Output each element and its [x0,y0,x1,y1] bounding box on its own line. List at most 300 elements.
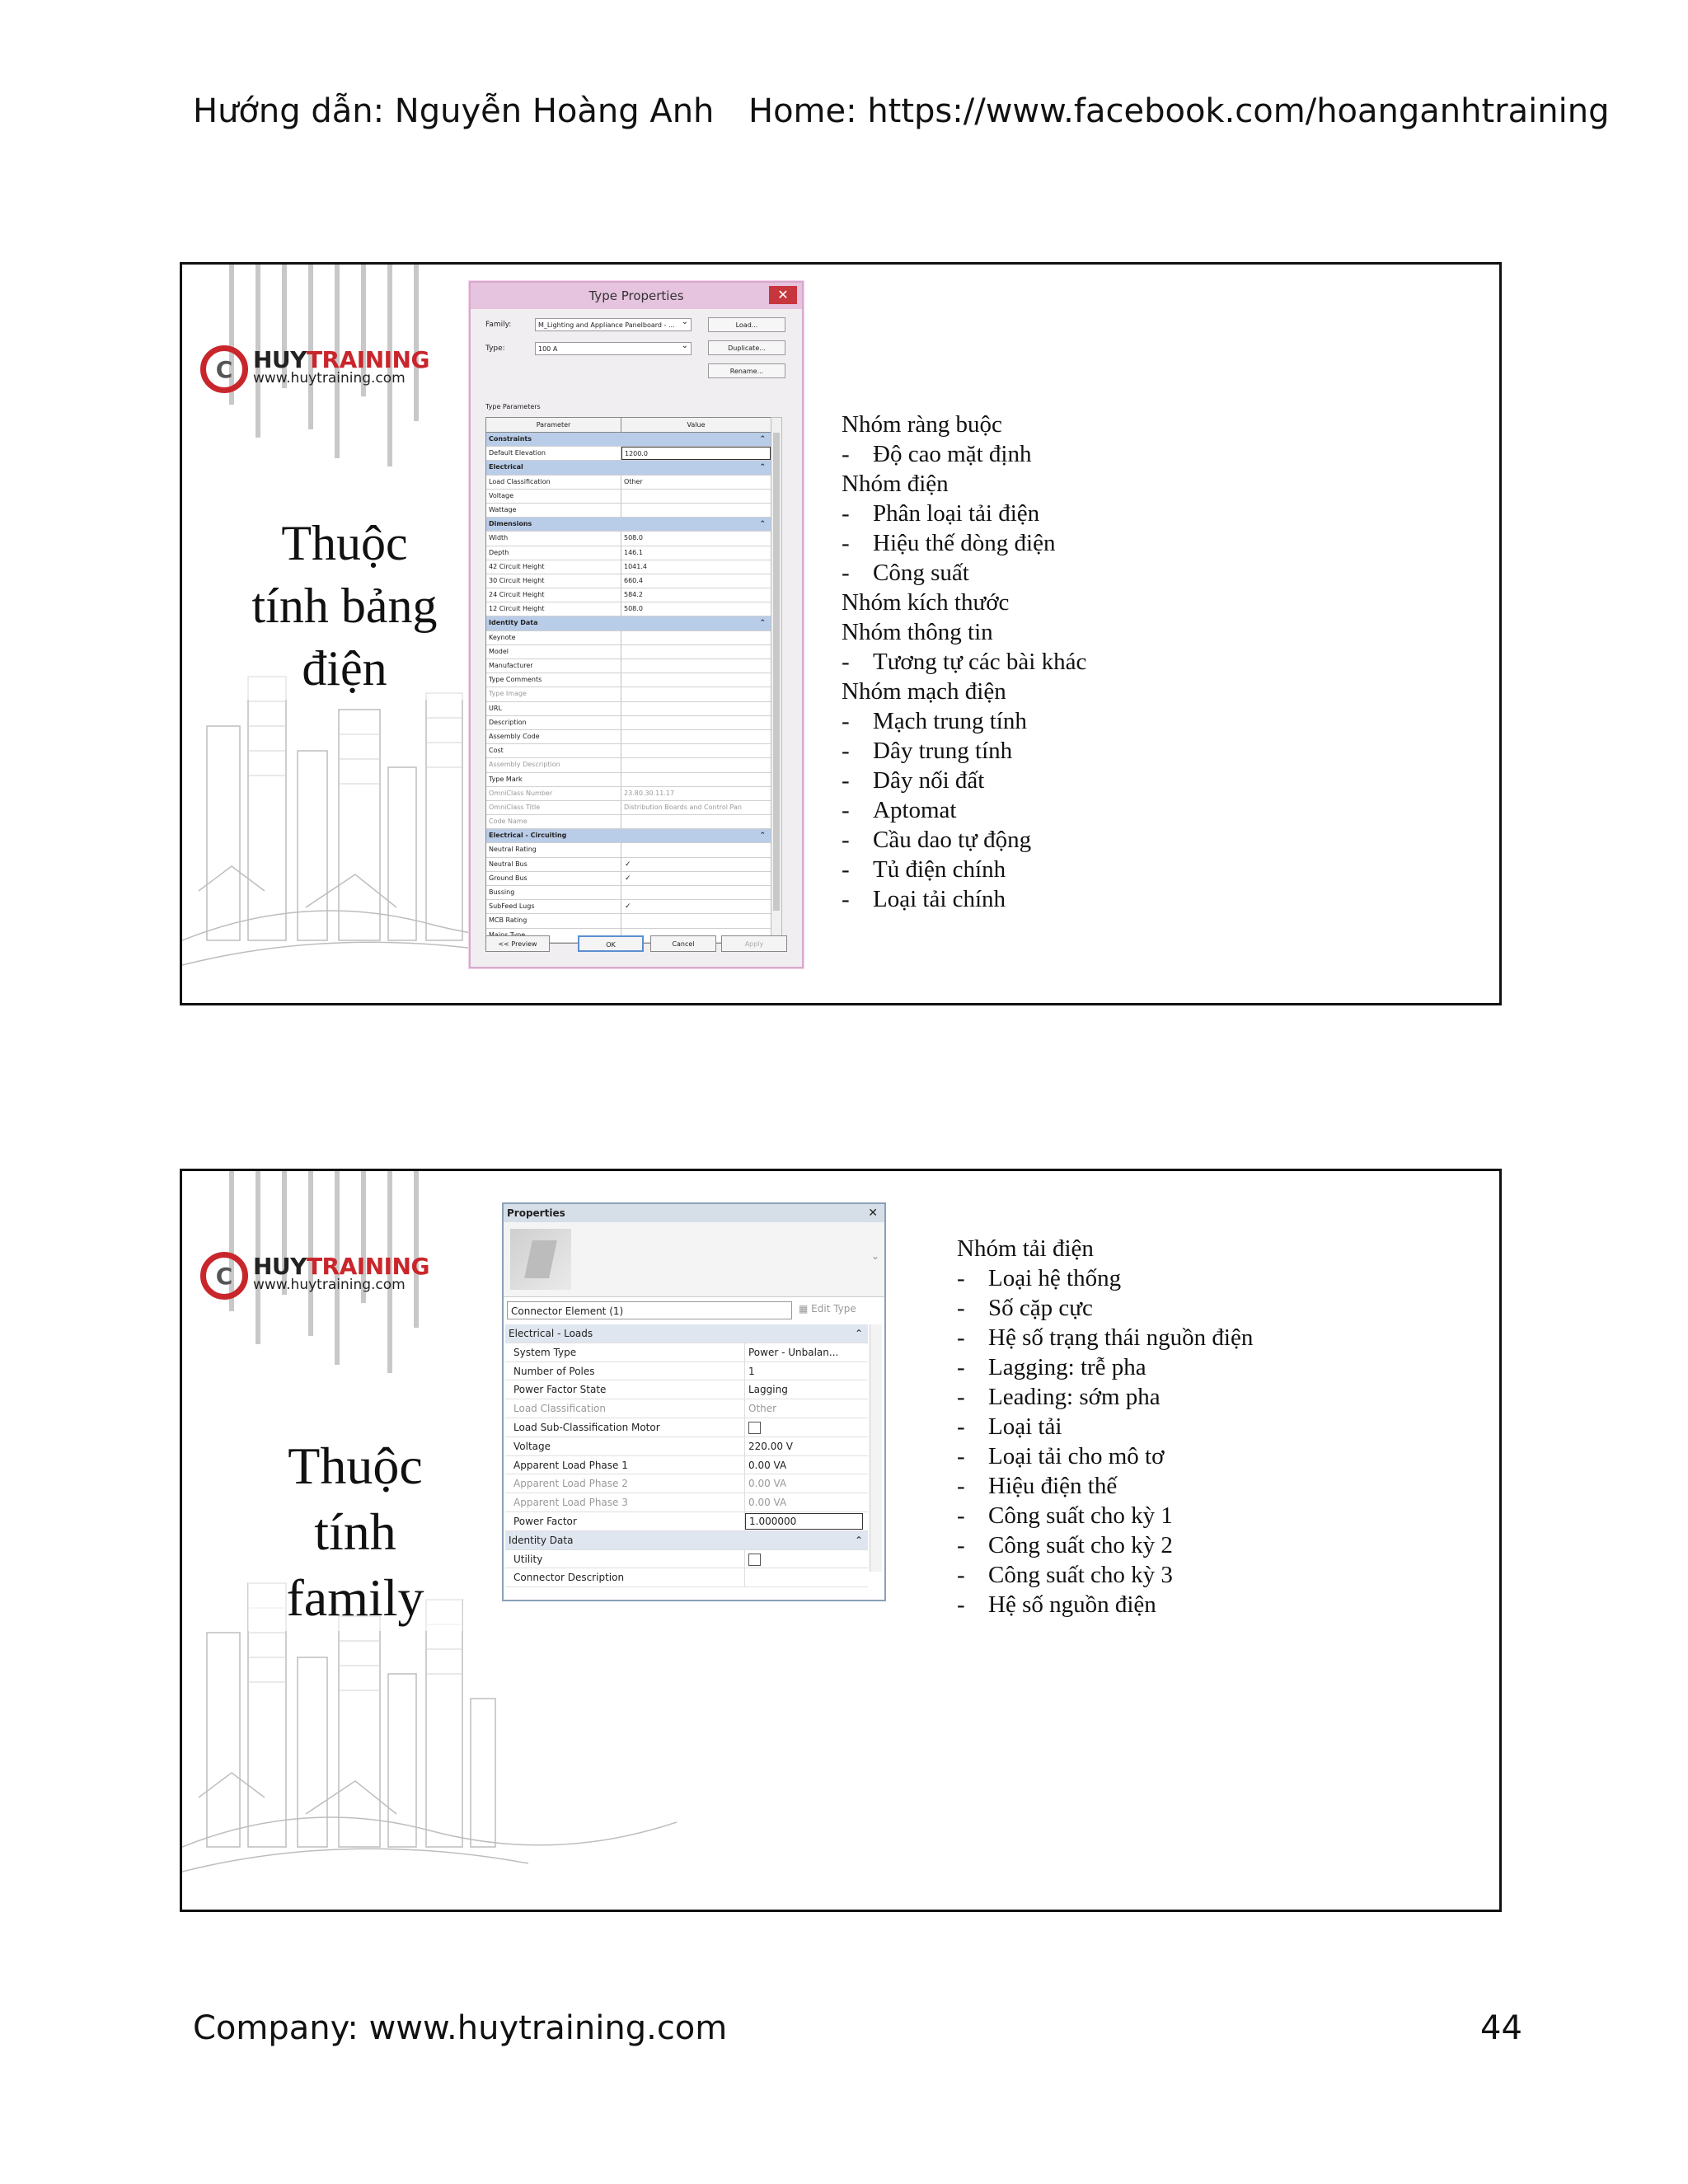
note-text: Mạch trung tính [873,708,1027,734]
parameter-name: Model [486,645,621,658]
type-label: Type: [485,344,505,353]
chevron-down-icon[interactable]: ⌄ [870,1250,879,1262]
logo-ring-icon: C [200,345,248,393]
note-text: Hệ số trạng thái nguồn điện [988,1324,1254,1351]
collapse-icon[interactable]: ⌃ [759,619,766,628]
parameter-name: Depth [486,546,621,560]
family-select[interactable]: M_Lighting and Appliance Panelboard - ... ⌄ [535,318,692,331]
note-bullet [957,1293,1253,1323]
dialog-title: Type Properties [588,288,684,303]
note-text: Tương tự các bài khác [873,649,1087,675]
parameter-row[interactable] [486,588,771,602]
parameter-value[interactable]: 508.0 [624,605,643,613]
collapse-icon[interactable]: ⌃ [759,435,766,443]
parameter-value[interactable] [621,433,759,446]
bullet-dash: - [957,1591,965,1618]
palette-titlebar [504,1204,884,1222]
note-text: Số cặp cực [988,1295,1093,1321]
property-row[interactable] [505,1456,868,1475]
parameter-value[interactable] [621,504,771,517]
note-text: Công suất cho kỳ 3 [988,1562,1173,1588]
parameter-row[interactable] [486,801,771,815]
bullet-dash: - [957,1384,965,1410]
cancel-button[interactable]: Cancel [650,935,716,952]
footer-company: Company: www.huytraining.com [193,2009,728,2047]
parameter-row[interactable] [486,504,771,518]
parameter-value[interactable] [621,914,771,927]
note-bullet [842,439,1086,469]
edit-type-button[interactable] [799,1303,856,1315]
note-bullet [842,528,1086,558]
note-text: Cầu dao tự động [873,827,1032,853]
logo-url: www.huytraining.com [253,1277,406,1293]
parameter-name: Neutral Bus [486,858,621,871]
note-heading [842,588,1086,617]
parameter-group-row[interactable] [486,829,771,843]
load-button[interactable]: Load... [708,317,785,332]
huytraining-logo [200,345,429,393]
logo-ring-icon: C [200,1252,248,1300]
edit-type-label: Edit Type [811,1303,856,1315]
header-author: Hướng dẫn: Nguyễn Hoàng Anh [193,92,715,130]
parameter-name: 30 Circuit Height [486,574,621,588]
bullet-dash: - [842,827,850,853]
parameter-row[interactable] [486,574,771,588]
parameter-row[interactable] [486,730,771,744]
parameter-name: Type Mark [486,773,621,786]
parameter-value[interactable] [621,631,771,644]
property-row[interactable] [505,1493,868,1512]
parameter-checkbox[interactable]: ✓ [625,860,631,869]
property-checkbox[interactable] [745,1418,868,1436]
slide-notes [957,1234,1253,1619]
note-text: Tủ điện chính [873,856,1006,883]
property-name: Apparent Load Phase 3 [505,1493,745,1511]
note-bullet [842,795,1086,825]
palette-title: Properties [507,1207,565,1219]
parameter-group-row[interactable] [486,616,771,630]
parameter-name: Assembly Code [486,730,621,743]
parameter-name: Keynote [486,631,621,644]
parameter-row[interactable] [486,447,771,461]
parameter-name: Ground Bus [486,872,621,885]
checkbox-icon[interactable] [748,1422,761,1434]
parameter-value[interactable] [621,843,771,856]
note-bullet [842,647,1086,677]
parameter-name: 42 Circuit Height [486,560,621,574]
bullet-dash: - [842,530,850,556]
note-text: Loại tải [988,1413,1062,1440]
note-bullet [842,766,1086,795]
parameter-value[interactable]: 584.2 [624,591,643,599]
property-value[interactable]: 0.00 VA [748,1497,787,1509]
slide-title-line: family [286,1568,424,1627]
parameter-value[interactable]: 146.1 [624,548,643,556]
bullet-dash: - [842,649,850,675]
logo-brand-huy: HUY [253,346,307,373]
bullet-dash: - [957,1473,965,1499]
parameter-name: Electrical [489,463,523,471]
note-text: Nhóm ràng buộc [842,411,1002,438]
note-bullet [842,706,1086,736]
parameter-row[interactable] [486,758,771,772]
parameter-value[interactable] [621,659,771,673]
note-bullet [842,558,1086,588]
slide-family-properties [180,1169,1502,1912]
parameter-name: Dimensions [489,520,532,528]
parameter-value[interactable] [621,716,771,729]
bullet-dash: - [957,1532,965,1558]
parameter-checkbox[interactable]: ✓ [625,902,631,912]
parameter-value[interactable] [621,758,771,771]
property-value[interactable]: Other [748,1403,777,1415]
parameter-row[interactable] [486,858,771,872]
parameter-row[interactable] [486,787,771,801]
property-name: Power Factor State [505,1380,745,1399]
parameter-value[interactable]: 23.80.30.11.17 [624,789,675,797]
parameter-row[interactable] [486,900,771,914]
bullet-dash: - [842,441,850,467]
parameter-name: MCB Rating [486,914,621,927]
property-row[interactable] [505,1512,868,1531]
parameter-name: Wattage [486,504,621,517]
bullet-dash: - [957,1413,965,1440]
parameter-row[interactable] [486,886,771,900]
parameter-row[interactable] [486,702,771,716]
parameter-row[interactable] [486,773,771,787]
note-text: Loại tải cho mô tơ [988,1443,1165,1469]
note-heading [842,677,1086,706]
note-bullet [957,1501,1253,1530]
table-header [486,418,771,433]
property-row[interactable] [505,1362,868,1381]
parameter-name: Width [486,532,621,545]
slide-title [225,512,464,700]
note-bullet [842,855,1086,884]
parameter-name: 12 Circuit Height [486,602,621,616]
note-text: Công suất cho kỳ 2 [988,1532,1173,1558]
parameter-name: Type Image [486,687,621,701]
property-value[interactable]: 1 [748,1365,755,1377]
property-value[interactable]: 1.000000 [745,1513,863,1530]
parameter-name: Bussing [486,886,621,899]
note-heading [842,617,1086,647]
property-name: Power Factor [505,1512,745,1530]
parameter-row[interactable] [486,687,771,701]
parameter-value[interactable] [621,829,759,842]
parameter-row[interactable] [486,872,771,886]
note-text: Nhóm kích thước [842,589,1010,616]
parameter-value[interactable] [621,461,759,474]
note-bullet [957,1412,1253,1441]
parameter-group-row[interactable] [486,461,771,475]
parameters-scrollbar[interactable] [771,417,782,944]
note-bullet [957,1352,1253,1382]
parameter-name: Type Comments [486,673,621,687]
note-heading [957,1234,1253,1263]
collapse-icon[interactable]: ⌃ [759,520,766,529]
bullet-dash: - [842,856,850,883]
collapse-icon[interactable]: ⌃ [759,832,766,841]
family-label: Family: [485,321,512,329]
note-bullet [957,1530,1253,1560]
parameter-value[interactable]: 508.0 [624,534,643,542]
parameter-row[interactable] [486,815,771,829]
note-text: Phân loại tải điện [873,500,1040,527]
property-name: Voltage [505,1437,745,1455]
note-text: Hiệu điện thế [988,1473,1118,1499]
slide-title-line: điện [302,641,387,696]
type-row [485,342,692,355]
property-row[interactable] [505,1399,868,1418]
note-text: Aptomat [873,797,957,823]
property-name: Connector Description [505,1568,745,1586]
bullet-dash: - [842,886,850,912]
property-row[interactable] [505,1550,868,1569]
close-icon[interactable]: ✕ [868,1207,878,1220]
parameter-row[interactable] [486,716,771,730]
duplicate-button[interactable]: Duplicate... [708,340,785,355]
property-value[interactable]: Power - Unbalan... [748,1346,839,1358]
property-group-row[interactable] [505,1531,868,1550]
property-row[interactable] [505,1568,868,1587]
note-bullet [842,499,1086,528]
parameter-value[interactable] [621,490,771,503]
properties-scrollbar[interactable] [870,1324,882,1572]
bullet-dash: - [957,1562,965,1588]
preview-button[interactable]: << Preview [485,935,550,952]
parameter-row[interactable] [486,673,771,687]
type-parameters-label: Type Parameters [485,403,541,410]
parameter-group-row[interactable] [486,518,771,532]
parameter-group-row[interactable] [486,433,771,447]
type-select[interactable]: 100 A ⌄ [535,342,692,355]
note-text: Công suất [873,560,969,586]
note-text: Độ cao mặt định [873,441,1032,467]
logo-brand-training: TRAINING [306,346,429,373]
property-row[interactable] [505,1380,868,1399]
parameter-row[interactable] [486,532,771,546]
family-row [485,318,692,331]
note-text: Lagging: trễ pha [988,1354,1146,1380]
property-name: Identity Data [509,1534,574,1546]
note-bullet [957,1263,1253,1293]
note-heading [842,410,1086,439]
parameter-name: OmniClass Title [486,801,621,814]
note-bullet [842,825,1086,855]
header-home-link[interactable]: Home: https://www.facebook.com/hoanganhtraining [748,92,1610,130]
type-properties-dialog [469,281,804,968]
parameter-row[interactable] [486,631,771,645]
parameter-name: Cost [486,744,621,757]
parameter-value[interactable] [621,730,771,743]
property-name: System Type [505,1343,745,1361]
bullet-dash: - [957,1265,965,1291]
parameter-name: Description [486,716,621,729]
note-bullet [957,1471,1253,1501]
bullet-dash: - [842,738,850,764]
parameter-value[interactable]: Other [624,477,643,485]
property-row[interactable] [505,1474,868,1493]
parameter-row[interactable] [486,602,771,616]
col-value: Value [687,421,706,429]
parameter-value[interactable] [621,702,771,715]
rename-button[interactable]: Rename... [708,363,785,378]
collapse-icon[interactable]: ⌃ [854,1328,863,1339]
parameter-value[interactable] [621,518,759,531]
parameter-row[interactable] [486,843,771,857]
slide-title [248,1433,462,1631]
property-row[interactable] [505,1343,868,1362]
bullet-dash: - [842,560,850,586]
property-name: Apparent Load Phase 1 [505,1456,745,1474]
type-parameters-table [485,417,771,944]
col-parameter: Parameter [486,418,621,432]
property-row[interactable] [505,1437,868,1456]
property-name: Number of Poles [505,1362,745,1380]
parameter-value[interactable] [621,773,771,786]
parameter-name: Neutral Rating [486,843,621,856]
parameter-value[interactable]: 1041.4 [624,562,647,570]
parameter-value[interactable]: 660.4 [624,576,643,584]
parameter-name: Voltage [486,490,621,503]
collapse-icon[interactable]: ⌃ [759,463,766,472]
property-value[interactable]: 0.00 VA [748,1478,787,1490]
bullet-dash: - [842,797,850,823]
slide-notes [842,410,1086,914]
property-name: Apparent Load Phase 2 [505,1474,745,1493]
bullet-dash: - [957,1443,965,1469]
logo-url: www.huytraining.com [253,370,406,387]
parameter-row[interactable] [486,560,771,574]
huytraining-logo [200,1252,429,1300]
parameter-row[interactable] [486,546,771,560]
property-checkbox[interactable] [745,1550,868,1568]
parameter-value[interactable] [621,673,771,687]
parameter-name: SubFeed Lugs [486,900,621,913]
note-text: Loại tải chính [873,886,1006,912]
parameter-value[interactable] [621,687,771,701]
slide-title-line: tính bảng [251,579,438,633]
ok-button[interactable]: OK [578,935,644,952]
note-text: Nhóm điện [842,471,949,497]
property-value[interactable] [745,1568,868,1586]
close-icon[interactable]: ✕ [769,286,797,304]
bullet-dash: - [842,500,850,527]
parameter-value[interactable]: Distribution Boards and Control Pan [624,803,742,811]
parameter-name: URL [486,702,621,715]
logo-brand-training: TRAINING [306,1253,429,1280]
parameter-row[interactable] [486,659,771,673]
note-text: Loại hệ thống [988,1265,1122,1291]
parameter-name: Constraints [489,435,532,443]
property-name: Utility [505,1550,745,1568]
note-text: Dây trung tính [873,738,1013,764]
bullet-dash: - [957,1295,965,1321]
parameter-row[interactable] [486,476,771,490]
note-text: Công suất cho kỳ 1 [988,1502,1173,1529]
property-name: Electrical - Loads [509,1328,593,1339]
note-bullet [842,736,1086,766]
logo-brand-huy: HUY [253,1253,307,1280]
parameter-name: Identity Data [489,619,538,627]
parameter-value[interactable] [621,645,771,658]
edit-type-icon: ▦ [799,1303,809,1315]
parameter-value[interactable] [621,886,771,899]
note-text: Hệ số nguồn điện [988,1591,1156,1618]
parameter-name: Load Classification [486,476,621,489]
note-bullet [957,1441,1253,1471]
properties-palette [502,1202,886,1601]
parameter-value[interactable]: 1200.0 [621,447,771,460]
parameter-checkbox[interactable]: ✓ [625,874,631,883]
parameter-name: 24 Circuit Height [486,588,621,602]
bullet-dash: - [957,1354,965,1380]
checkbox-icon[interactable] [748,1554,761,1566]
note-text: Leading: sớm pha [988,1384,1160,1410]
collapse-icon[interactable]: ⌃ [854,1534,863,1546]
type-preview-area [504,1222,884,1297]
slide-title-line: Thuộc [288,1436,423,1495]
bullet-dash: - [957,1502,965,1529]
parameter-row[interactable] [486,914,771,928]
connector-thumbnail-icon [510,1229,571,1290]
bullet-dash: - [842,767,850,794]
note-text: Hiệu thế dòng điện [873,530,1056,556]
note-text: Nhóm mạch điện [842,678,1006,705]
slide-panelboard-properties [180,262,1502,1005]
slide-title-line: Thuộc [281,516,408,570]
page-number: 44 [1480,2009,1522,2047]
bullet-dash: - [842,708,850,734]
note-bullet [842,884,1086,914]
parameter-name: Manufacturer [486,659,621,673]
property-value[interactable]: 220.00 V [748,1440,794,1452]
note-text: Nhóm tải điện [957,1235,1094,1262]
note-text: Dây nối đất [873,767,985,794]
property-name: Load Sub-Classification Motor [505,1418,745,1436]
note-bullet [957,1323,1253,1352]
element-type-select[interactable]: Connector Element (1) [507,1301,792,1319]
property-value[interactable]: 0.00 VA [748,1459,787,1471]
slide-title-line: tính [314,1502,396,1561]
note-text: Nhóm thông tin [842,619,993,645]
note-bullet [957,1560,1253,1590]
parameter-name: Code Name [486,815,621,828]
parameter-name: Electrical - Circuiting [489,832,567,840]
parameter-row[interactable] [486,490,771,504]
property-group-row[interactable] [505,1324,868,1343]
property-value[interactable]: Lagging [748,1384,788,1396]
parameter-name: OmniClass Number [486,787,621,800]
parameter-row[interactable] [486,645,771,659]
properties-table [505,1324,868,1587]
parameter-row[interactable] [486,744,771,758]
note-bullet [957,1382,1253,1412]
parameter-name: Assembly Description [486,758,621,771]
parameter-value[interactable] [621,616,759,630]
note-bullet [957,1590,1253,1619]
bullet-dash: - [957,1324,965,1351]
parameter-value[interactable] [621,815,771,828]
note-heading [842,469,1086,499]
property-name: Load Classification [505,1399,745,1418]
property-row[interactable] [505,1418,868,1437]
dialog-titlebar [471,283,802,309]
parameter-name: Default Elevation [486,447,621,460]
apply-button[interactable]: Apply [721,935,787,952]
parameter-value[interactable] [621,744,771,757]
